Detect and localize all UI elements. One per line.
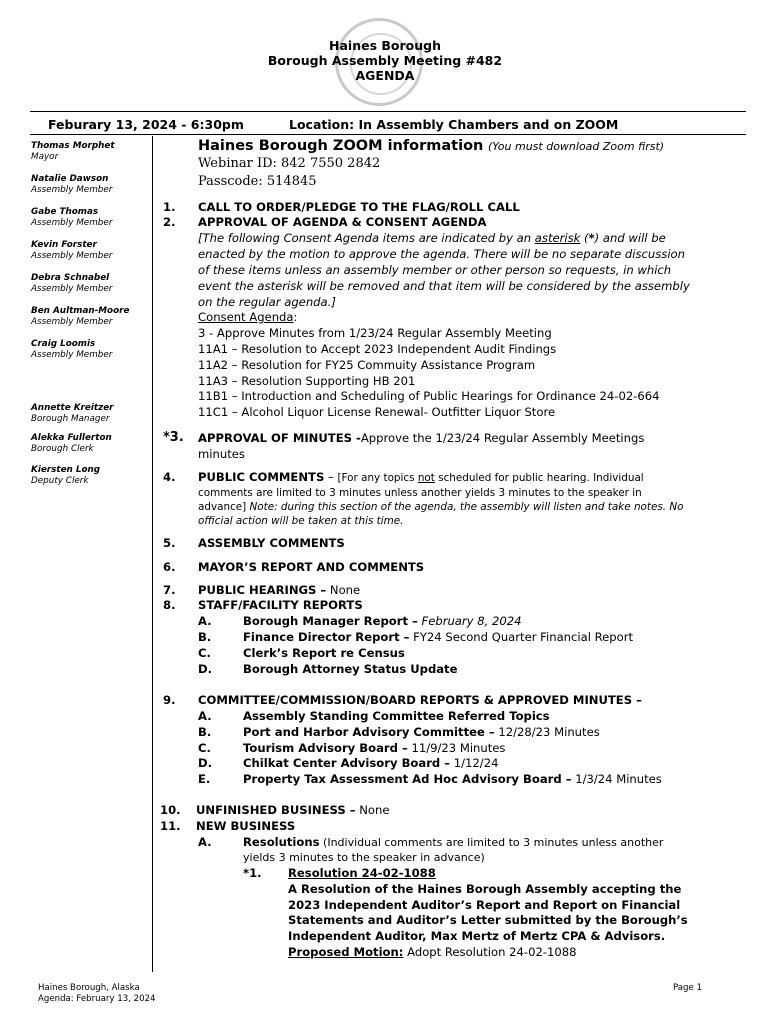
official xyxy=(31,273,112,295)
item-public-comments-text: advance] xyxy=(198,501,247,513)
sub-letter: A. xyxy=(198,709,212,723)
official-name: Ben Aultman-Moore xyxy=(31,306,130,316)
consent-note-text: [The following Consent Agenda items are indicated by an xyxy=(198,231,535,245)
official xyxy=(31,339,112,361)
item-approval-of-minutes-label: APPROVAL OF MINUTES - xyxy=(198,431,361,445)
item-unfinished-business-text: None xyxy=(355,803,390,817)
consent-agenda-label: Consent Agenda xyxy=(198,310,294,324)
item-public-hearings xyxy=(198,583,360,597)
consent-item: 3 - Approve Minutes from 1/23/24 Regular Assembly Meeting xyxy=(198,326,552,340)
item-number: 7. xyxy=(163,583,176,597)
staff-report-title: Clerk’s Report re Census xyxy=(243,646,405,660)
item-public-comments xyxy=(198,470,644,485)
resolutions-label: Resolutions xyxy=(243,835,320,849)
official xyxy=(31,207,112,229)
resolution-title: Resolution 24-02-1088 xyxy=(288,866,436,880)
staff-report-item xyxy=(243,630,633,644)
consent-note-line: enacted by the motion to approve the agenda. There will be no separate discussion xyxy=(198,247,685,261)
official-role: Borough Clerk xyxy=(31,444,94,454)
item-public-comments-text: [For any topics xyxy=(337,472,418,484)
consent-item: 11C1 – Alcohol Liquor License Renewal- Outfitter Liquor Store xyxy=(198,405,556,419)
consent-item: 11A3 – Resolution Supporting HB 201 xyxy=(198,374,416,388)
official xyxy=(31,306,129,328)
official-name: Kiersten Long xyxy=(31,465,101,475)
staff-report-title: Borough Manager Report – xyxy=(243,614,418,628)
item-unfinished-business xyxy=(196,803,390,817)
resolution-number: *1. xyxy=(243,866,262,880)
official xyxy=(31,174,112,196)
proposed-motion-text: Adopt Resolution 24-02-1088 xyxy=(403,945,577,959)
official-name: Debra Schnabel xyxy=(31,273,110,283)
official-name: Annette Kreitzer xyxy=(31,403,114,413)
official-name: Kevin Forster xyxy=(31,240,97,250)
item-approval-of-minutes-text: minutes xyxy=(198,447,245,461)
header-line-1: Haines Borough xyxy=(329,38,441,53)
zoom-info xyxy=(198,138,664,155)
committee-report-detail: 11/9/23 Minutes xyxy=(407,741,506,755)
item-public-comments-label: PUBLIC COMMENTS xyxy=(198,470,325,484)
sub-letter: C. xyxy=(198,741,211,755)
staff-report-title: Finance Director Report – xyxy=(243,630,410,644)
sub-letter: A. xyxy=(198,614,212,628)
sub-letter: A. xyxy=(198,835,212,849)
item-number: 9. xyxy=(163,693,176,707)
official-role: Assembly Member xyxy=(31,185,113,195)
item-number: 6. xyxy=(163,560,176,574)
committee-report-item xyxy=(243,741,505,755)
consent-note-line: of these items unless an assembly member or other person so requests, in which xyxy=(198,263,672,277)
sub-letter: D. xyxy=(198,756,213,770)
item-number: 8. xyxy=(163,598,176,612)
consent-agenda-heading xyxy=(198,310,297,324)
official xyxy=(31,403,114,425)
item-approval-of-minutes xyxy=(198,431,644,445)
resolutions-note: yields 3 minutes to the speaker in advance) xyxy=(243,851,485,864)
meeting-location: Location: In Assembly Chambers and on ZOOM xyxy=(289,117,619,132)
item-staff-reports: STAFF/FACILITY REPORTS xyxy=(198,598,363,612)
staff-report-detail: FY24 Second Quarter Financial Report xyxy=(409,630,634,644)
item-number: 11. xyxy=(160,819,181,833)
item-public-comments-note: official action will be taken at this time. xyxy=(198,515,404,527)
footer-agenda-date: Agenda: February 13, 2024 xyxy=(38,994,156,1004)
item-approval-of-agenda: APPROVAL OF AGENDA & CONSENT AGENDA xyxy=(198,215,487,229)
staff-report-title: Borough Attorney Status Update xyxy=(243,662,458,676)
item-number: 2. xyxy=(163,215,176,229)
official-name: Natalie Dawson xyxy=(31,174,109,184)
document-header xyxy=(0,38,770,83)
top-rule xyxy=(30,111,746,112)
official-role: Assembly Member xyxy=(31,350,113,360)
not-word: not xyxy=(417,472,435,484)
committee-report-title: Port and Harbor Advisory Committee – xyxy=(243,725,495,739)
item-committee-reports: COMMITTEE/COMMISSION/BOARD REPORTS & APPROVED MINUTES – xyxy=(198,693,642,707)
item-number: 5. xyxy=(163,536,176,550)
committee-report-detail: 1/12/24 xyxy=(450,756,499,770)
official-role: Borough Manager xyxy=(31,414,110,424)
asterisk-symbol: * xyxy=(588,231,595,245)
zoom-webinar-id: Webinar ID: 842 7550 2842 xyxy=(198,156,381,171)
item-number: 10. xyxy=(160,803,181,817)
consent-note-line: on the regular agenda.] xyxy=(198,295,336,309)
committee-report-item xyxy=(243,725,600,739)
committee-report-title: Assembly Standing Committee Referred Topics xyxy=(243,709,550,723)
consent-item: 11B1 – Introduction and Scheduling of Public Hearings for Ordinance 24-02-664 xyxy=(198,389,660,403)
item-public-comments-text: comments are limited to 3 minutes unless another yields 3 minutes to the speaker in xyxy=(198,487,642,499)
official-role: Assembly Member xyxy=(31,284,113,294)
committee-report-item xyxy=(243,756,498,770)
column-divider xyxy=(152,136,153,972)
header-line-2: Borough Assembly Meeting #482 xyxy=(267,53,503,68)
consent-note-line: event the asterisk will be removed and that item will be considered by the assembly xyxy=(198,279,690,293)
proposed-motion xyxy=(288,945,577,959)
zoom-passcode: Passcode: 514845 xyxy=(198,174,317,189)
zoom-title: Haines Borough ZOOM information xyxy=(198,138,484,154)
official-role: Assembly Member xyxy=(31,251,113,261)
footer-borough: Haines Borough, Alaska xyxy=(38,983,140,993)
official xyxy=(31,433,112,455)
sub-letter: D. xyxy=(198,662,213,676)
proposed-motion-label: Proposed Motion: xyxy=(288,945,404,959)
official-role: Assembly Member xyxy=(31,317,113,327)
item-call-to-order: CALL TO ORDER/PLEDGE TO THE FLAG/ROLL CALL xyxy=(198,200,520,214)
header-line-3: AGENDA xyxy=(355,68,415,83)
asterisk-word: asterisk xyxy=(534,231,581,245)
official-name: Craig Loomis xyxy=(31,339,96,349)
resolution-body: 2023 Independent Auditor’s Report and Report on Financial xyxy=(288,898,681,912)
resolutions-note: (Individual comments are limited to 3 minutes unless another xyxy=(319,836,664,849)
sub-letter: C. xyxy=(198,646,211,660)
official-name: Gabe Thomas xyxy=(31,207,99,217)
committee-report-title: Tourism Advisory Board – xyxy=(243,741,408,755)
item-public-hearings-label: PUBLIC HEARINGS – xyxy=(198,583,327,597)
item-unfinished-business-label: UNFINISHED BUSINESS – xyxy=(196,803,356,817)
consent-note-text: ) and will be xyxy=(594,231,666,245)
item-public-comments-note: Note: during this section of the agenda, the assembly will listen and take notes. No xyxy=(246,501,684,513)
zoom-note: (You must download Zoom first) xyxy=(487,140,665,153)
official xyxy=(31,141,115,163)
resolution-body: A Resolution of the Haines Borough Assembly accepting the xyxy=(288,882,682,896)
item-number: 4. xyxy=(163,470,176,484)
item-public-comments-text: scheduled for public hearing. Individual xyxy=(434,472,644,484)
committee-report-title: Chilkat Center Advisory Board – xyxy=(243,756,451,770)
sub-letter: B. xyxy=(198,630,212,644)
official xyxy=(31,465,100,487)
item-approval-of-minutes-text: Approve the 1/23/24 Regular Assembly Meetings xyxy=(360,431,645,445)
committee-report-detail: 12/28/23 Minutes xyxy=(494,725,600,739)
committee-report-item xyxy=(243,772,662,786)
item-public-comments-text xyxy=(198,500,684,514)
sub-letter: B. xyxy=(198,725,212,739)
official-role: Assembly Member xyxy=(31,218,113,228)
item-mayors-report: MAYOR’S REPORT AND COMMENTS xyxy=(198,560,425,574)
official-name: Alekka Fullerton xyxy=(31,433,112,443)
official-role: Deputy Clerk xyxy=(31,476,89,486)
item-public-comments-dash: – xyxy=(324,470,338,484)
consent-agenda-colon: : xyxy=(293,310,298,324)
item-new-business: NEW BUSINESS xyxy=(196,819,296,833)
item-number: 1. xyxy=(163,200,176,214)
committee-report-title: Property Tax Assessment Ad Hoc Advisory Board – xyxy=(243,772,572,786)
date-rule xyxy=(30,134,746,135)
item-public-hearings-text: None xyxy=(326,583,361,597)
official-role: Mayor xyxy=(31,152,59,162)
sub-letter: E. xyxy=(198,772,211,786)
footer-page-number: Page 1 xyxy=(673,983,703,993)
meeting-date: Feburary 13, 2024 - 6:30pm xyxy=(48,117,244,132)
resolution-body: Statements and Auditor’s Letter submitted by the Borough’s xyxy=(288,913,688,927)
consent-item: 11A1 – Resolution to Accept 2023 Independent Audit Findings xyxy=(198,342,557,356)
item-number: *3. xyxy=(163,430,184,445)
item-assembly-comments: ASSEMBLY COMMENTS xyxy=(198,536,345,550)
footer-left xyxy=(38,983,156,1005)
consent-note-line xyxy=(198,231,666,245)
committee-report-detail: 1/3/24 Minutes xyxy=(571,772,662,786)
staff-report-detail: February 8, 2024 xyxy=(417,614,522,628)
staff-report-item xyxy=(243,614,521,628)
official xyxy=(31,240,112,262)
resolutions-heading xyxy=(243,835,663,850)
consent-item: 11A2 – Resolution for FY25 Commuity Assistance Program xyxy=(198,358,536,372)
resolution-body: Independent Auditor, Max Mertz of Mertz CPA & Advisors. xyxy=(288,929,666,943)
official-name: Thomas Morphet xyxy=(31,141,115,151)
consent-note-text: ( xyxy=(580,231,589,245)
